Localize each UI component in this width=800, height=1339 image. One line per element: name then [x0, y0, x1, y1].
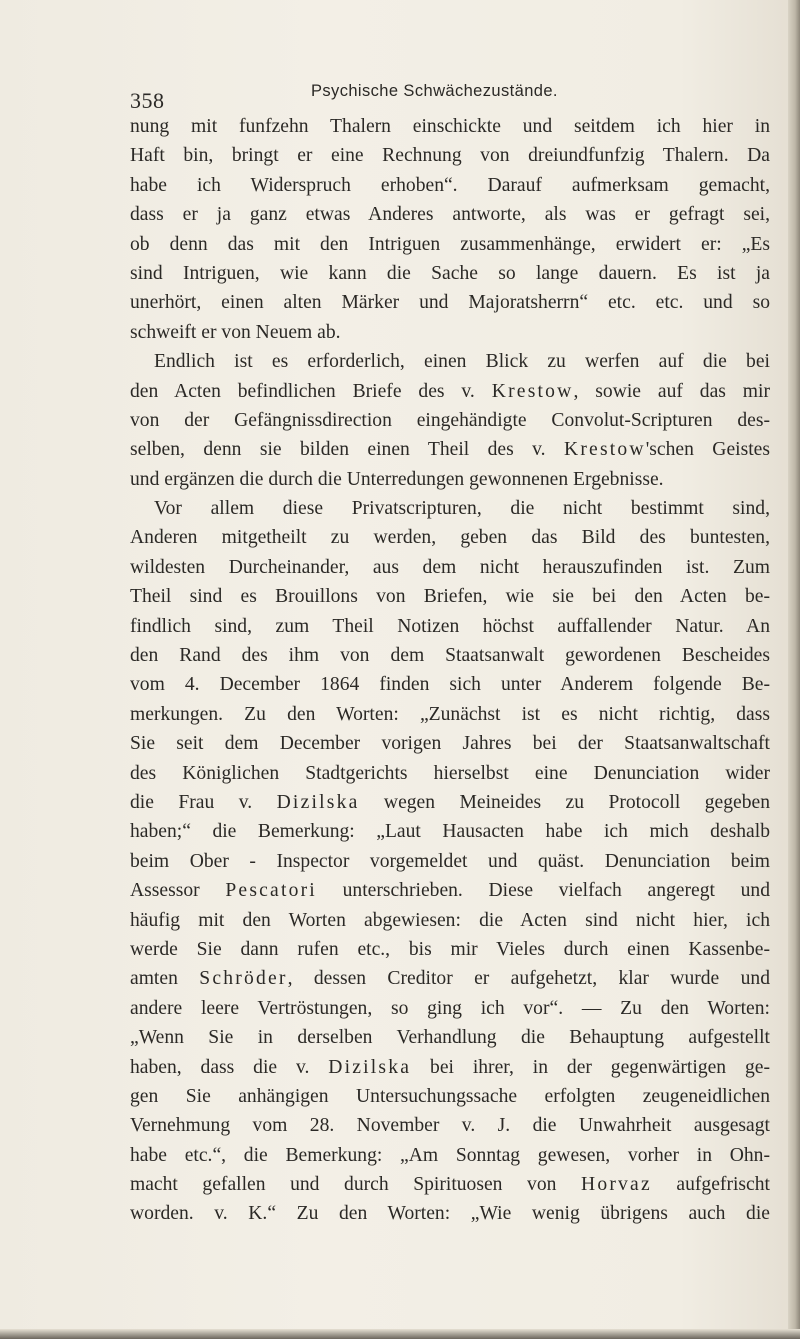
text-segment: haben, dass die v. — [130, 1056, 329, 1078]
text-segment: beim Ober - Inspector vorgemeldet und quäst. Denunciation beim — [130, 850, 770, 872]
text-segment: den Rand des ihm von dem Staatsanwalt gewordenen Bescheides — [130, 645, 770, 667]
text-line — [130, 494, 770, 523]
text-segment: 'schen Geistes — [645, 439, 770, 461]
text-segment: macht gefallen und durch Spirituosen von — [130, 1174, 581, 1196]
text-line — [130, 1053, 770, 1082]
text-segment: unterschrieben. Diese vielfach angeregt und — [316, 880, 770, 902]
text-segment: wildesten Durcheinander, aus dem nicht herauszufinden ist. Zum — [130, 556, 770, 578]
page-number: 358 — [130, 88, 165, 113]
running-head: Psychische Schwächezustände. — [311, 82, 558, 100]
text-segment: , dessen Creditor er aufgehetzt, klar wurde und — [287, 968, 770, 990]
text-segment: habe ich Widerspruch erhoben“. Darauf aufmerksam gemacht, — [130, 174, 770, 196]
text-line — [130, 259, 770, 288]
text-line — [130, 1170, 770, 1199]
text-segment: Sie seit dem December vorigen Jahres bei der Staatsanwaltschaft — [130, 733, 770, 755]
text-segment: habe etc.“, die Bemerkung: „Am Sonntag gewesen, vorher in Ohn- — [130, 1144, 770, 1166]
text-line — [130, 1023, 770, 1052]
text-line — [130, 318, 770, 347]
text-line — [130, 1111, 770, 1140]
spaced-name: Krestow — [563, 439, 646, 461]
body-text — [130, 112, 770, 1229]
text-line — [130, 553, 770, 582]
text-segment: den Acten befindlichen Briefe des v. — [130, 380, 492, 402]
text-segment: „Wenn Sie in derselben Verhandlung die Behauptung aufgestellt — [130, 1027, 770, 1049]
text-line — [130, 847, 770, 876]
text-segment: dass er ja ganz etwas Anderes antworte, als was er gefragt sei, — [130, 204, 770, 226]
text-segment: gen Sie anhängigen Untersuchungssache erfolgten zeugeneidlichen — [130, 1085, 770, 1107]
text-segment: findlich sind, zum Theil Notizen höchst auffallender Natur. An — [130, 615, 770, 637]
text-segment: amten — [130, 968, 200, 990]
text-segment: des Königlichen Stadtgerichts hierselbst eine Denunciation wider — [130, 762, 770, 784]
text-line — [130, 141, 770, 170]
text-segment: Theil sind es Brouillons von Briefen, wie sie bei den Acten be- — [130, 586, 770, 608]
text-line — [130, 788, 770, 817]
spaced-name: Pescatori — [225, 880, 317, 902]
text-segment: von der Gefängnissdirection eingehändigte Convolut-Scripturen des- — [130, 409, 770, 431]
text-line — [130, 876, 770, 905]
text-line — [130, 200, 770, 229]
text-segment: Endlich ist es erforderlich, einen Blick zu werfen auf die bei — [154, 351, 770, 373]
text-line — [130, 817, 770, 846]
text-segment: selben, denn sie bilden einen Theil des v. — [130, 439, 564, 461]
text-line — [130, 729, 770, 758]
text-line — [130, 171, 770, 200]
text-segment: schweift er von Neuem ab. — [130, 321, 341, 343]
text-line — [130, 759, 770, 788]
text-line — [130, 112, 770, 141]
text-segment: Haft bin, bringt er eine Rechnung von dreiundfunfzig Thalern. Da — [130, 145, 770, 167]
spaced-name: Horvaz — [580, 1174, 652, 1196]
text-segment: ob denn das mit den Intriguen zusammenhänge, erwidert er: „Es — [130, 233, 770, 255]
text-line — [130, 1082, 770, 1111]
text-segment: worden. v. K.“ Zu den Worten: „Wie wenig übrigens auch die — [130, 1203, 770, 1225]
text-line — [130, 288, 770, 317]
text-line — [130, 964, 770, 993]
text-line — [130, 1199, 770, 1228]
text-line — [130, 700, 770, 729]
text-line — [130, 612, 770, 641]
text-line — [130, 994, 770, 1023]
text-line — [130, 465, 770, 494]
page-edge-shadow — [788, 0, 800, 1339]
text-segment: Vernehmung vom 28. November v. J. die Unwahrheit ausgesagt — [130, 1115, 770, 1137]
text-segment: bei ihrer, in der gegenwärtigen ge- — [411, 1056, 770, 1078]
text-line — [130, 641, 770, 670]
spaced-name: Schröder — [199, 968, 288, 990]
text-segment: merkungen. Zu den Worten: „Zunächst ist es nicht richtig, dass — [130, 703, 770, 725]
spaced-name: Dizilska — [276, 791, 360, 813]
text-line — [130, 906, 770, 935]
text-line — [130, 935, 770, 964]
text-line — [130, 670, 770, 699]
text-segment: Vor allem diese Privatscripturen, die nicht bestimmt sind, — [154, 498, 770, 520]
text-line — [130, 230, 770, 259]
text-line — [130, 377, 770, 406]
text-segment: und ergänzen die durch die Unterredungen gewonnenen Ergebnisse. — [130, 468, 664, 490]
text-segment: Anderen mitgetheilt zu werden, geben das Bild des buntesten, — [130, 527, 770, 549]
text-line — [130, 523, 770, 552]
text-line — [130, 435, 770, 464]
text-line — [130, 347, 770, 376]
page-bottom-edge — [0, 1329, 800, 1339]
text-segment: werde Sie dann rufen etc., bis mir Vieles durch einen Kassenbe- — [130, 938, 770, 960]
text-segment: die Frau v. — [130, 791, 277, 813]
text-line — [130, 406, 770, 435]
text-segment: wegen Meineides zu Protocoll gegeben — [359, 791, 770, 813]
text-line — [130, 582, 770, 611]
text-segment: aufgefrischt — [651, 1174, 770, 1196]
text-segment: Assessor — [130, 880, 226, 902]
spaced-name: Dizilska — [328, 1056, 412, 1078]
text-segment: vom 4. December 1864 finden sich unter Anderem folgende Be- — [130, 674, 770, 696]
text-segment: unerhört, einen alten Märker und Majoratsherrn“ etc. etc. und so — [130, 292, 770, 314]
text-segment: haben;“ die Bemerkung: „Laut Hausacten habe ich mich deshalb — [130, 821, 770, 843]
text-line — [130, 1141, 770, 1170]
spaced-name: Krestow — [491, 380, 574, 402]
text-segment: nung mit funfzehn Thalern einschickte und seitdem ich hier in — [130, 116, 770, 137]
text-segment: andere leere Vertröstungen, so ging ich vor“. — Zu den Worten: — [130, 997, 770, 1019]
text-segment: häufig mit den Worten abgewiesen: die Acten sind nicht hier, ich — [130, 909, 770, 931]
text-segment: sind Intriguen, wie kann die Sache so lange dauern. Es ist ja — [130, 262, 770, 284]
text-segment: , sowie auf das mir — [573, 380, 770, 402]
